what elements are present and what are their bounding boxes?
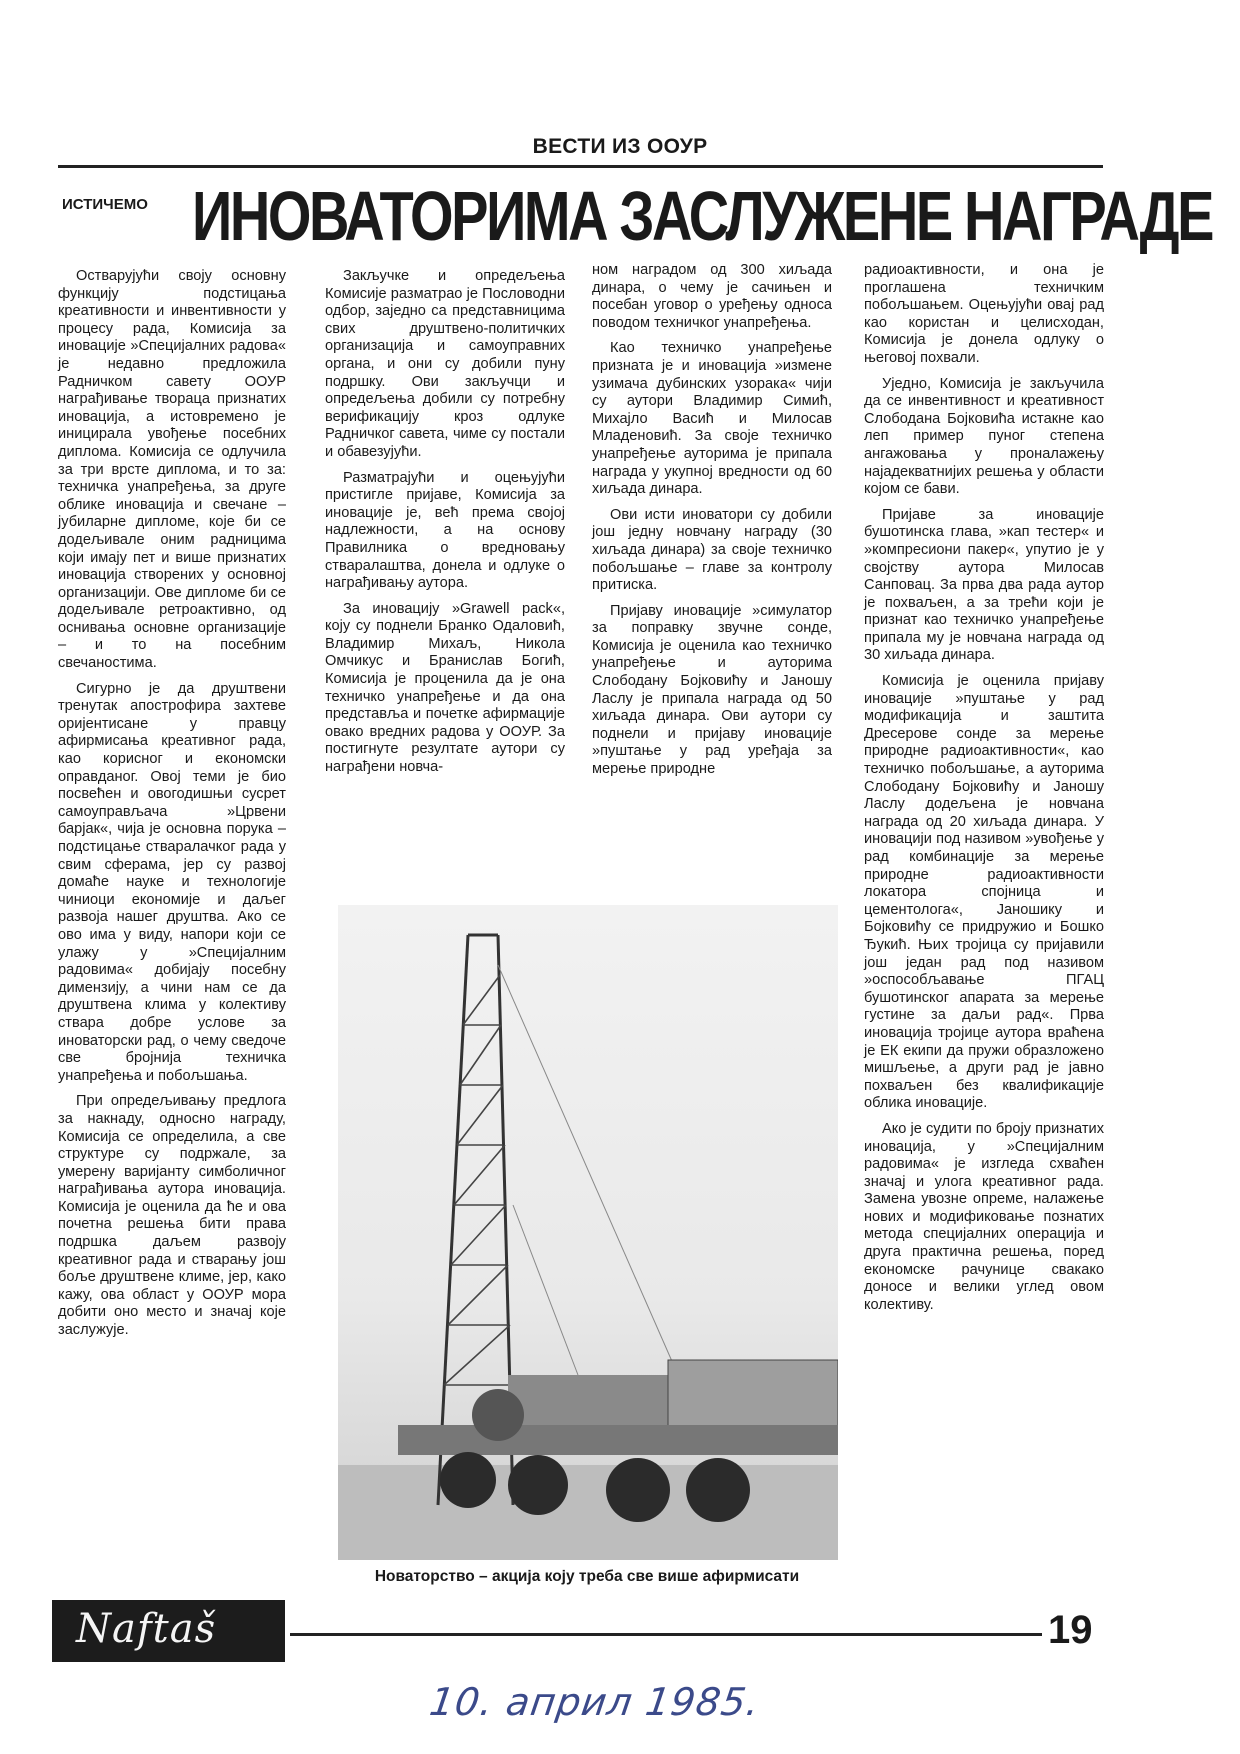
drilling-rig-photo — [338, 905, 838, 1560]
naftas-logo — [52, 1600, 285, 1662]
paragraph: За иновацију »Grawell pack«, коју су поднели Бранко Одаловић, Владимир Михаљ, Никола Омчикус и Бранислав Богић, Комисија је проценила да је она техничко унапређење и да она представља и почетке афирмације овако вредних радова у ООУР. За постигнуте резултате аутори су награђени новча- — [325, 600, 565, 776]
paragraph: Остварујући своју основну функцију подстицања креативности и инвентивности у процесу рада, Комисија за иновације »Специјалних радова« је недавно предложила Радничком савету ООУР награђивање твораца признатих иновација, а истовремено је иницирала увођење посебних диплома. Комисија се одлучила за три врсте диплома, и то за: техничка унапређења, за друге облике иновација и свечане – јубиларне дипломе, које би се додељивале оним радницима који имају пет и више признатих иновација створених у основној организацији. Ове дипломе би се додељивале ретроактивно, од оснивања основне организације – и то на посебним свечаностима. — [58, 268, 286, 672]
article-column-4 — [864, 262, 1104, 1322]
paragraph: Као техничко унапређење призната је и иновација »измене узимача дубинских узорака« чији су аутори Владимир Симић, Михајло Васић и Милосав Младеновић. За своје техничко унапређење ауторима је припала награда у укупној вредности од 60 хиљада динара. — [592, 340, 832, 498]
paragraph: Разматрајући и оцењујући пристигле пријаве, Комисија за иновације је, већ према својој надлежности, а на основу Правилника о вредновању стваралаштва, донела и одлуке о награђивању аутора. — [325, 469, 565, 592]
handwritten-date: 10. април 1985. — [426, 1680, 763, 1724]
paragraph: ном наградом од 300 хиљада динара, о чему је сачињен и посебан уговор о уређењу односа поводом техничког унапређења. — [592, 262, 832, 331]
paragraph: Комисија је оценила пријаву иновације »пуштање у рад модификација и заштита Дресерове сонде за мерење природне радиоактивности«, као техничко побољшање, а ауторима Слободану Бојковићу и Јаношу Ласлу додељена је новчана награда од 20 хиљада динара. У иновацији под називом »увођење у рад комбинације за мерење природне радиоактивности локатора спојница и цементолога«, Јаношику и Бојковићу се придружио и Бошко Ђукић. Њих тројица су пријавили још један рад под називом »оспособљавање ПГАЦ бушотинског апарата за мерење густине за даљи рад«. Прва иновација тројице аутора враћена је ЕК екипи да пружи образложено мишљење, а други рад је јавно похваљен без квалификације облика иновације. — [864, 673, 1104, 1112]
paragraph: Ови исти иноватори су добили још једну новчану награду (30 хиљада динара) за своје техничко побољшање – главе за контролу притиска. — [592, 506, 832, 594]
article-column-2 — [325, 268, 565, 785]
photo-caption: Новаторство – акција коју треба све више афирмисати — [374, 1568, 800, 1585]
paragraph: радиоактивности, и она је проглашена техничким побољшањем. Оцењујући овај рад као користан и целисходан, Комисија је донела одлуку о његовој похвали. — [864, 262, 1104, 366]
top-rule — [58, 165, 1103, 168]
paragraph: Сигурно је да друштвени тренутак апострофира захтеве оријентисане у правцу афирмисања креативног рада, као корисног и економски оправданог. Овој теми је био посвећен и овогодишњи сусрет самоуправљача »Црвени барјак«, чија је основна порука – подстицање стваралачког рада у свим сферама, јер су развој домаће науке и технологије чиниоци економије и даљег развоја нашег друштва. Ако се ово има у виду, напори који се улажу у »Специјалним радовима« добијају посебну димензију, а чини нам се да друштвена клима у колективу ствара добре услове за иноваторски рад, о чему сведоче све бројнија техничка унапређења и побољшања. — [58, 680, 286, 1084]
paragraph: Пријаве за иновације бушотинска глава, »кап тестер« и »компресиони пакер«, упутио је у својству аутора Милосав Санповац. За прва два рада аутор је похваљен, а за трећи који је признат као техничко унапређење припала му је новчана награда од 30 хиљада динара. — [864, 506, 1104, 664]
article-column-3 — [592, 262, 832, 787]
paragraph: Уједно, Комисија је закључила да се инвентивност и креативност Слободана Бојковића истакне као леп пример пуног степена ангажовања у проналажењу најадекватнијих решења у области којом се бави. — [864, 375, 1104, 498]
paragraph: Пријаву иновације »симулатор за поправку звучне сонде, Комисија је оценила као техничко унапређење и ауторима Слободану Бојковићу и Јаношу Ласлу је припала награда од 50 хиљада динара. Ови аутори су поднели и пријаву иновације »пуштање у рад уређаја за мерење природне — [592, 602, 832, 778]
kicker: ИСТИЧЕМО — [62, 196, 148, 213]
bottom-rule — [290, 1633, 1042, 1636]
page-number: 19 — [1048, 1608, 1093, 1652]
paragraph: Закључке и опредељења Комисије разматрао је Пословодни одбор, заједно са представницима свих друштвено-политичких организација и самоуправних органа, и они су добили пуну подршку. Ови закључци и опредељења добили су потребну верификацију кроз одлуке Радничког савета, чиме су постали и обавезујући. — [325, 268, 565, 460]
paragraph: При опредељивању предлога за накнаду, односно награду, Комисија се определила, а све структуре су подржале, за умерену варијанту симболичног награђивања аутора иновација. Комисија је оценила да ће и ова почетна решења бити права подршка даљем развоју креативног рада и стварању још боље друштвене климе, јер, како кажу, ова област у ООУР мора добити оно место и значај које заслужује. — [58, 1093, 286, 1339]
logo-text: Naftaš — [76, 1606, 217, 1652]
headline: ИНОВАТОРИМА ЗАСЛУЖЕНЕ НАГРАДЕ — [192, 177, 1213, 255]
paragraph: Ако је судити по броју признатих иновација, у »Специјалним радовима« је изгледа схваћен значај и улога креативног рада. Замена увозне опреме, налажење нових и модификовање познатих метода специјалних операција и друга практична решења, поред економске рачунице свакако доносе и велики углед овом колективу. — [864, 1120, 1104, 1313]
section-label: ВЕСТИ ИЗ ООУР — [532, 135, 708, 158]
article-column-1 — [58, 268, 286, 1348]
drilling-rig-illustration — [338, 905, 838, 1560]
